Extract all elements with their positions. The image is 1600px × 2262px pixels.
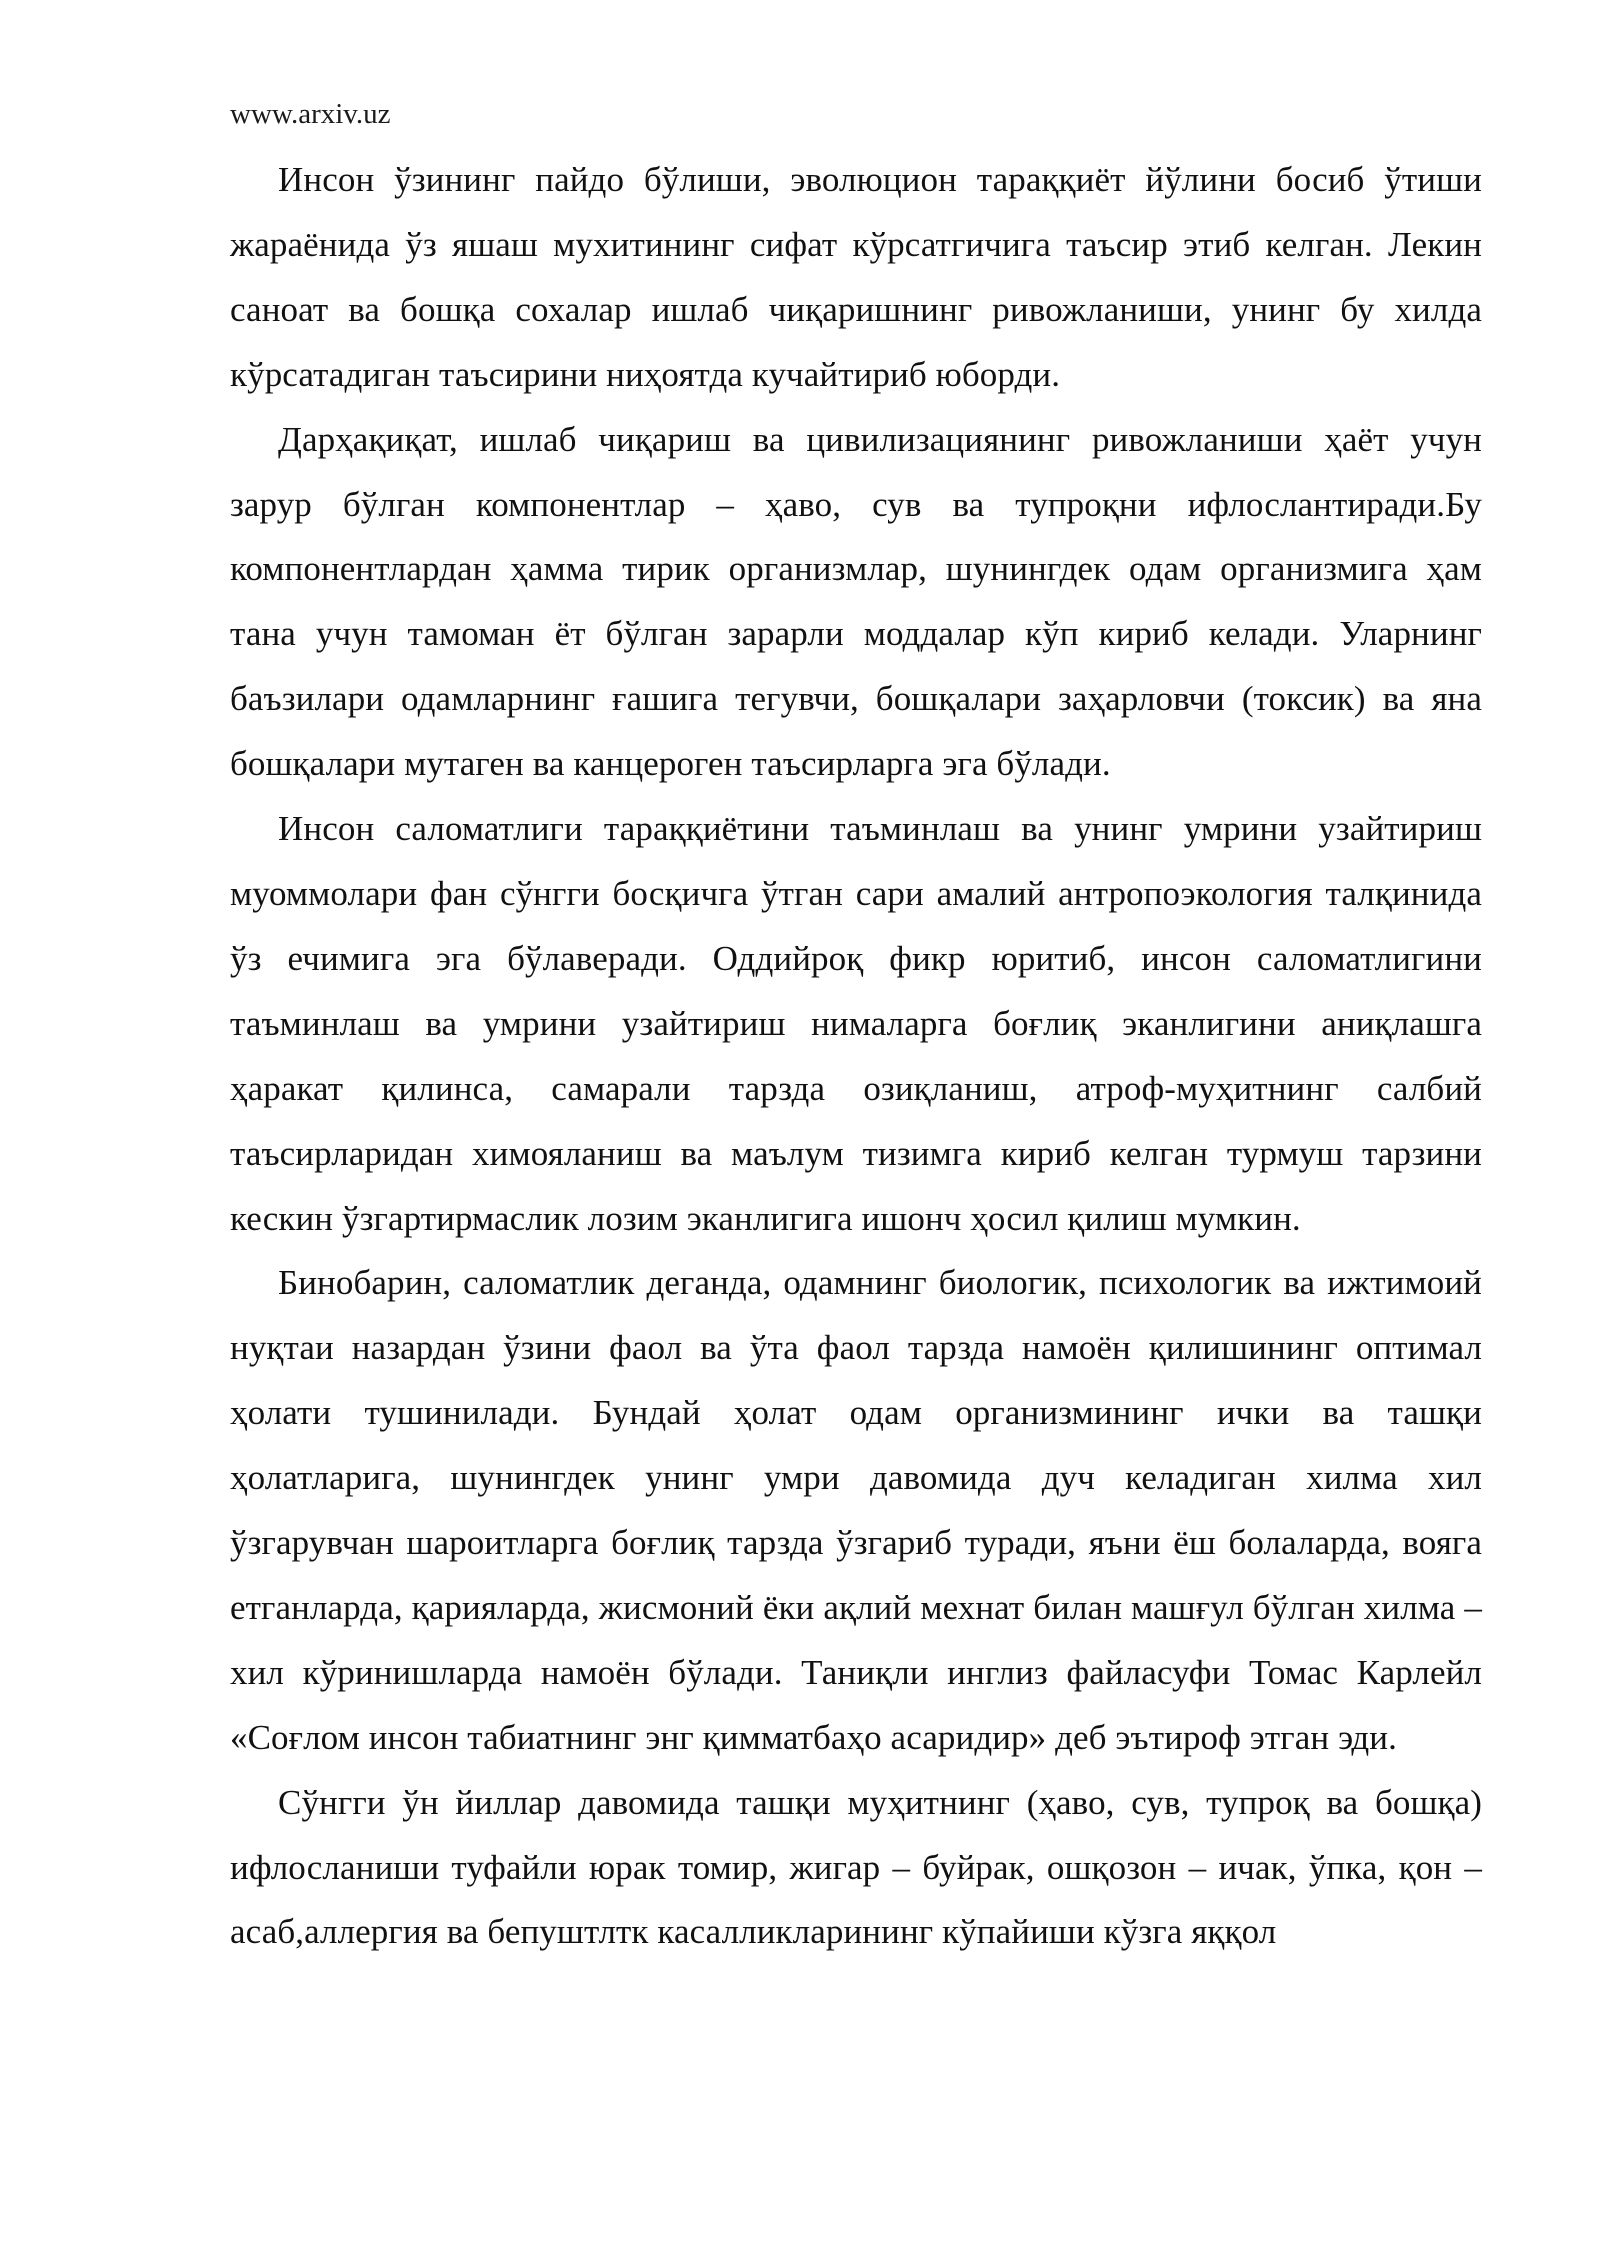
paragraph-4: Бинобарин, саломатлик деганда, одамнинг биологик, психологик ва ижтимоий нуқтаи назардан ўзини фаол ва ўта фаол тарзда намоён қилишининг оптимал ҳолати тушинилади. Бундай ҳолат одам организмининг ички ва ташқи ҳолатларига, шунингдек унинг умри давомида дуч келадиган хилма хил ўзгарувчан шароитларга боғлиқ тарзда ўзгариб туради, яъни ёш болаларда, вояга етганларда, қарияларда, жисмоний ёки ақлий мехнат билан машғул бўлган хилма –хил кўринишларда намоён бўлади. Таниқли инглиз файласуфи Томас Карлейл «Соғлом инсон табиатнинг энг қимматбаҳо асаридир» деб эътироф этган эди. <box>230 1263 1482 1757</box>
document-body <box>230 148 1482 1965</box>
site-header: www.arxiv.uz <box>230 98 391 130</box>
paragraph-5: Сўнгги ўн йиллар давомида ташқи муҳитнинг (ҳаво, сув, тупроқ ва бошқа) ифлосланиши туфайли юрак томир, жигар – буйрак, ошқозон – ичак, ўпка, қон – асаб,аллергия ва бепуштлтк касалликларининг кўпайиши кўзга яққол <box>230 1782 1482 1952</box>
paragraph-1: Инсон ўзининг пайдо бўлиши, эволюцион тараққиёт йўлини босиб ўтиши жараёнида ўз яшаш мухитининг сифат кўрсатгичига таъсир этиб келган. Лекин саноат ва бошқа сохалар ишлаб чиқаришнинг ривожланиши, унинг бу хилда кўрсатадиган таъсирини ниҳоятда кучайтириб юборди. <box>230 160 1482 394</box>
paragraph-2: Дарҳақиқат, ишлаб чиқариш ва цивилизациянинг ривожланиши ҳаёт учун зарур бўлган компонентлар – ҳаво, сув ва тупроқни ифлослантиради.Бу компонентлардан ҳамма тирик организмлар, шунингдек одам организмига ҳам тана учун тамоман ёт бўлган зарарли моддалар кўп кириб келади. Уларнинг баъзилари одамларнинг ғашига тегувчи, бошқалари заҳарловчи (токсик) ва яна бошқалари мутаген ва канцероген таъсирларга эга бўлади. <box>230 419 1482 784</box>
paragraph-3: Инсон саломатлиги тараққиётини таъминлаш ва унинг умрини узайтириш муоммолари фан сўнгги босқичга ўтган сари амалий антропоэкология талқинида ўз ечимига эга бўлаверади. Оддийроқ фикр юритиб, инсон саломатлигини таъминлаш ва умрини узайтириш нималарга боғлиқ эканлигини аниқлашга ҳаракат қилинса, самарали тарзда озиқланиш, атроф-муҳитнинг салбий таъсирларидан химояланиш ва маълум тизимга кириб келган турмуш тарзини кескин ўзгартирмаслик лозим эканлигига ишонч ҳосил қилиш мумкин. <box>230 809 1482 1238</box>
